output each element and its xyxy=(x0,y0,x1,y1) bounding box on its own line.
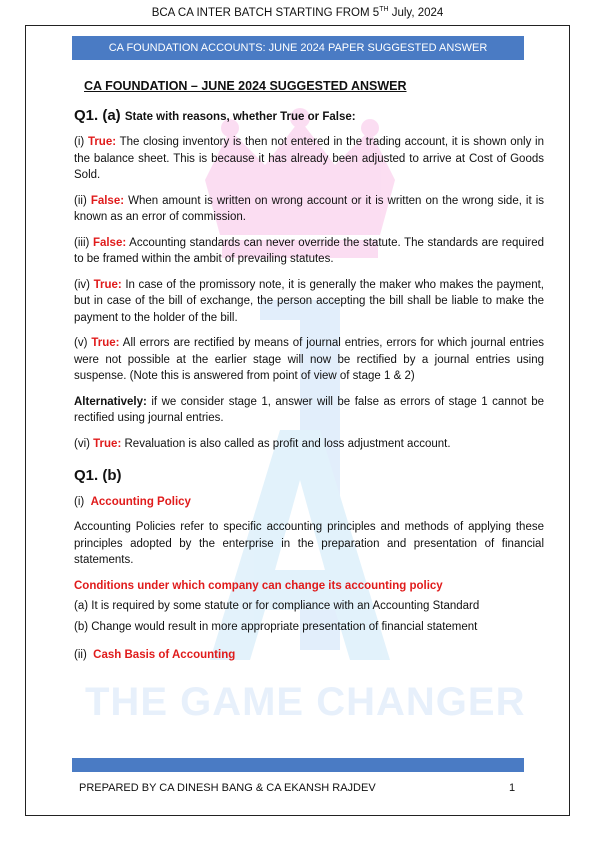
item-number: (v) xyxy=(74,337,88,349)
q1b-heading: Q1. (b) xyxy=(74,467,122,484)
item-number: (iii) xyxy=(74,236,90,249)
item-number: (i) xyxy=(74,136,85,148)
alt-text: if we consider stage 1, answer will be false as errors of stage 1 cannot be rectified using journal entries. xyxy=(74,395,544,424)
prepared-by: PREPARED BY CA DINESH BANG & CA EKANSH RAJDEV xyxy=(79,782,376,794)
answer-text: All errors are rectified by means of journal entries, errors for which journal entries were not possible at the earlier stage will now be rectified by a journal entries using suspense. (Note this is answered from point of view of stage 1 & 2) xyxy=(74,337,544,382)
footer-bar xyxy=(72,758,524,772)
page-number: 1 xyxy=(509,782,516,794)
answer-item-2 xyxy=(74,193,544,226)
answer-item-4 xyxy=(74,277,544,327)
verdict: False: xyxy=(90,194,125,207)
conditions-title: Conditions under which company can change its accounting policy xyxy=(74,579,443,592)
q1a-heading xyxy=(74,108,544,126)
condition-b: (b) Change would result in more appropriate presentation of financial statement xyxy=(74,620,478,633)
alternative-note xyxy=(74,394,544,427)
answer-item-1 xyxy=(74,134,544,184)
document-body xyxy=(74,78,544,673)
verdict: True: xyxy=(87,136,117,148)
answer-text: Revaluation is also called as profit and loss adjustment account. xyxy=(124,437,451,450)
verdict: True: xyxy=(93,278,122,291)
accounting-policy-definition: Accounting Policies refer to specific accounting principles and methods of applying these principles adopted by the enterprise in the preparation and presentation of financial statements. xyxy=(74,521,544,566)
answer-text: The closing inventory is then not entered in the trading account, it is shown only in the balance sheet. This is because it has already been adjusted to arrive at Cost of Goods Sold. xyxy=(74,136,544,181)
part-number: (i) xyxy=(74,495,85,508)
condition-a: (a) It is required by some statute or for compliance with an Accounting Standard xyxy=(74,600,480,612)
q1a-instruction: State with reasons, whether True or False: xyxy=(124,110,356,123)
item-number: (ii) xyxy=(74,194,87,207)
answer-item-6 xyxy=(74,436,544,453)
alt-label: Alternatively: xyxy=(74,395,147,408)
part-number: (ii) xyxy=(74,649,87,661)
document-title: CA FOUNDATION – JUNE 2024 SUGGESTED ANSWER xyxy=(84,79,407,93)
verdict: False: xyxy=(92,236,127,249)
q1b-part2-heading xyxy=(74,647,544,664)
q1b-part1-heading xyxy=(74,494,544,511)
item-number: (iv) xyxy=(74,278,90,291)
q1a-label: Q1. (a) xyxy=(74,106,121,124)
watermark-text: THE GAME CHANGER xyxy=(85,680,526,724)
header-date: July, 2024 xyxy=(388,6,444,19)
title-banner: CA FOUNDATION ACCOUNTS: JUNE 2024 PAPER SUGGESTED ANSWER xyxy=(72,36,524,60)
answer-text: When amount is written on wrong account or it is written on the wrong side, it is known as an error of commission. xyxy=(74,194,545,223)
answer-text: In case of the promissory note, it is generally the maker who makes the payment, but in case of the bill of exchange, the person accepting the bill shall be liable to make the payment to the holder of the bill. xyxy=(74,278,544,324)
verdict: True: xyxy=(93,437,122,450)
verdict: True: xyxy=(91,337,120,349)
answer-item-3 xyxy=(74,235,544,268)
part-title: Accounting Policy xyxy=(90,495,191,508)
top-header xyxy=(0,6,595,19)
answer-item-5 xyxy=(74,335,544,385)
item-number: (vi) xyxy=(74,437,90,450)
part-title: Cash Basis of Accounting xyxy=(93,649,236,661)
answer-text: Accounting standards can never override the statute. The standards are required to be framed within the ambit of prevailing statutes. xyxy=(74,236,545,265)
header-text: BCA CA INTER BATCH STARTING FROM 5 xyxy=(151,6,380,19)
header-superscript: TH xyxy=(379,6,389,13)
